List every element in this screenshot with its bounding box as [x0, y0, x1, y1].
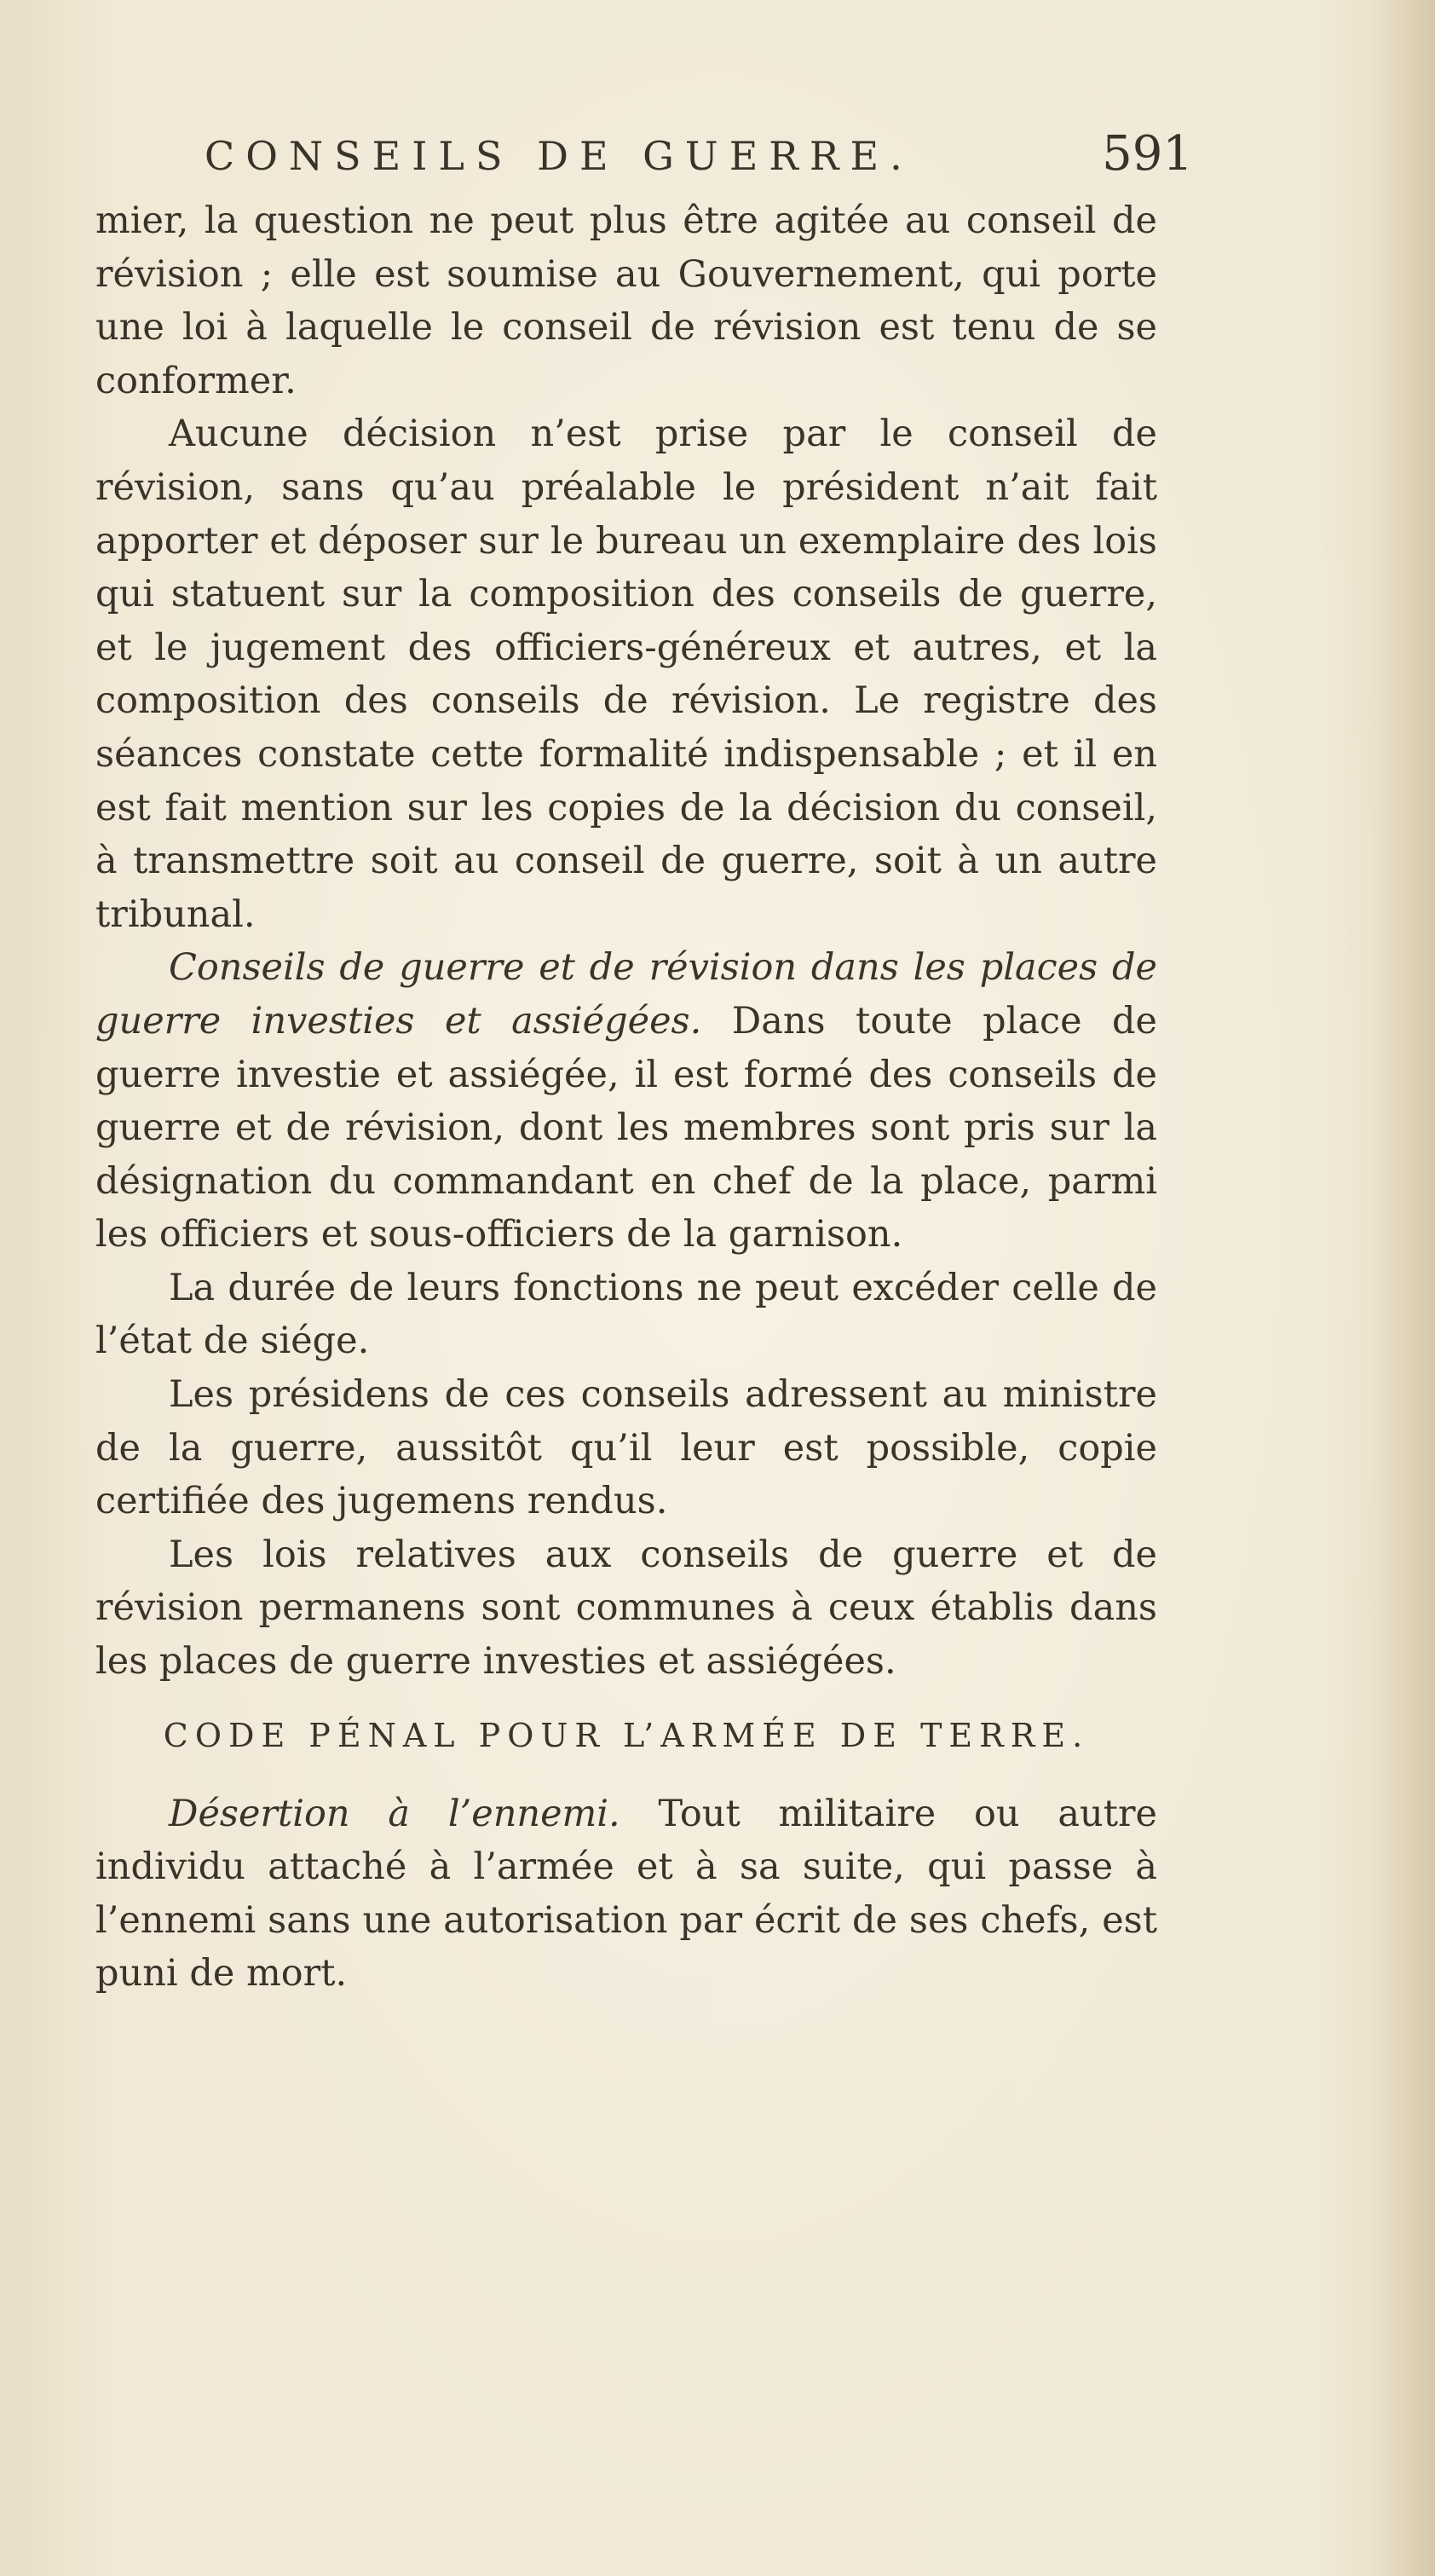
- paragraph-text: Aucune décision n’est prise par le conseil de révision, sans qu’au préalable le président n’ait fait apporter et déposer sur le bureau un exemplaire des lois qui statuent sur la composition des conseils de guerre, et le jugement des officiers-généreux et autres, et la composition des conseils de révision. Le registre des séances constate cette formalité indispensable ; et il en est fait mention sur les copies de la décision du conseil, à transmettre soit au conseil de guerre, soit à un autre tribunal.: [95, 413, 1157, 936]
- running-head: CONSEILS DE GUERRE.: [205, 133, 913, 179]
- paragraph: [95, 941, 1157, 1262]
- paragraph-lead: Conseils de guerre et de révision dans les places de guerre investies et assiégées.: [95, 946, 1157, 1043]
- page-number: 591: [1102, 126, 1193, 182]
- paragraph-text: Les présidens de ces conseils adressent au ministre de la guerre, aussitôt qu’il leur est possible, copie certifiée des jugemens rendus.: [95, 1373, 1157, 1523]
- paragraph: [95, 407, 1157, 941]
- paragraph: [95, 1528, 1157, 1689]
- paragraph: [95, 194, 1157, 407]
- paragraph-text: La durée de leurs fonctions ne peut excéder celle de l’état de siége.: [95, 1266, 1157, 1363]
- body-text: [95, 194, 1157, 2001]
- paragraph-text: Les lois relatives aux conseils de guerre et de révision permanens sont communes à ceux établis dans les places de guerre investies et assiégées.: [95, 1533, 1157, 1684]
- paragraph-text: Tout militaire ou autre individu attaché à l’armée et à sa suite, qui passe à l’ennemi sans une autorisation par écrit de ses chefs, est puni de mort.: [95, 1792, 1157, 1996]
- paragraph-text: mier, la question ne peut plus être agitée au conseil de révision ; elle est soumise au Gouvernement, qui porte une loi à laquelle le conseil de révision est tenu de se conformer.: [95, 199, 1157, 402]
- page-header: [205, 126, 1193, 186]
- page-edge-shadow: [1372, 0, 1435, 2576]
- section-title: CODE PÉNAL POUR L’ARMÉE DE TERRE.: [163, 1716, 1090, 1754]
- paragraph-text: Dans toute place de guerre investie et assiégée, il est formé des conseils de guerre et de révision, dont les membres sont pris sur la désignation du commandant en chef de la place, parmi les officiers et sous-officiers de la garnison.: [95, 999, 1157, 1256]
- paragraph: [95, 1788, 1157, 2001]
- paragraph: [95, 1262, 1157, 1368]
- paragraph-lead: Désertion à l’ennemi.: [169, 1792, 620, 1835]
- paragraph: [95, 1368, 1157, 1528]
